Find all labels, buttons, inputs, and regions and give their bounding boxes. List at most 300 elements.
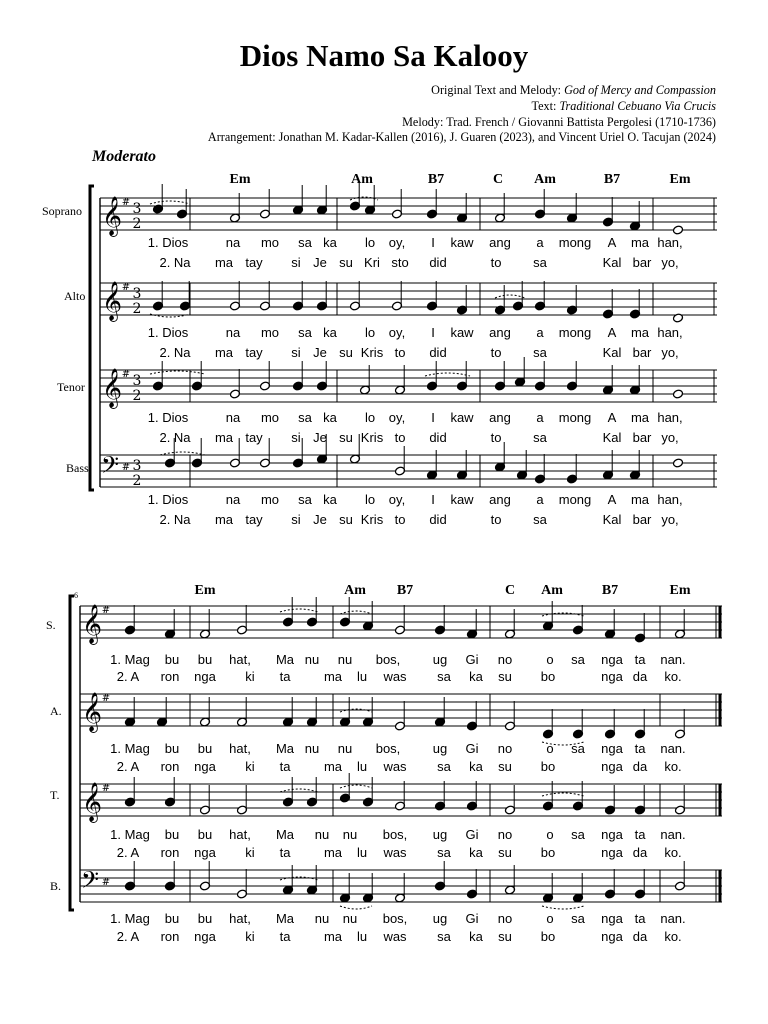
lyric-syllable: na <box>225 492 241 507</box>
lyric-syllable: hat, <box>229 741 251 756</box>
lyric-syllable: bos, <box>382 827 408 842</box>
lyric-syllable: ko. <box>664 759 682 774</box>
lyric-syllable: ang <box>489 492 511 507</box>
key-signature-sharp: # <box>101 693 111 704</box>
lyric-syllable: ron <box>160 845 180 860</box>
lyric-syllable: no <box>497 827 513 842</box>
lyric-syllable: bar <box>632 255 652 270</box>
key-signature-sharp: # <box>101 605 111 616</box>
song-title: Dios Namo Sa Kalooy <box>239 38 529 73</box>
lyric-syllable: mong <box>558 492 592 507</box>
lyric-syllable: oy, <box>388 325 406 340</box>
lyric-syllable: bu <box>197 911 213 926</box>
lyric-syllable: sa <box>533 512 547 527</box>
lyric-syllable: 1. Mag <box>110 741 150 756</box>
chord-symbol: C <box>504 583 516 598</box>
slur <box>425 373 470 376</box>
time-signature-top: 3 <box>132 458 142 474</box>
time-signature-top: 3 <box>132 373 142 389</box>
lyric-syllable: ma <box>323 845 343 860</box>
lyric-syllable: nu <box>314 911 330 926</box>
lyric-syllable: nan. <box>660 741 686 756</box>
lyric-syllable: was <box>383 759 407 774</box>
lyric-syllable: nu <box>342 827 358 842</box>
lyric-syllable: ko. <box>664 929 682 944</box>
lyric-syllable: lo <box>364 410 376 425</box>
lyric-syllable: ki <box>245 845 255 860</box>
system-brace <box>70 596 74 910</box>
lyric-syllable: bo <box>540 759 556 774</box>
lyric-syllable: 1. Mag <box>110 652 150 667</box>
lyric-syllable: mo <box>260 410 280 425</box>
lyric-syllable: bos, <box>382 911 408 926</box>
chord-symbol: Em <box>229 172 251 187</box>
lyric-syllable: hat, <box>229 911 251 926</box>
chord-symbol: B7 <box>603 172 621 187</box>
chord-symbol: B7 <box>427 172 445 187</box>
lyric-syllable: ka <box>469 669 483 684</box>
lyric-syllable: to <box>394 345 406 360</box>
lyric-syllable: ma <box>214 345 234 360</box>
chord-symbol: Em <box>669 172 691 187</box>
lyric-syllable: o <box>546 652 554 667</box>
slur <box>150 201 190 204</box>
lyric-syllable: ang <box>489 410 511 425</box>
slur <box>542 742 584 745</box>
lyric-syllable: ron <box>160 929 180 944</box>
chord-symbol: Am <box>344 583 366 598</box>
lyric-syllable: to <box>490 345 502 360</box>
lyric-syllable: tay <box>245 255 263 270</box>
credit-text-label: Text: <box>531 99 557 113</box>
lyric-syllable: su <box>498 669 512 684</box>
lyric-syllable: si <box>291 345 301 360</box>
measure-number: 6 <box>74 591 78 600</box>
lyric-syllable: ma <box>214 430 234 445</box>
lyric-syllable: oy, <box>388 235 406 250</box>
credit-melody: Melody: Trad. French / Giovanni Battista Pergolesi (1710-1736) <box>402 115 716 129</box>
lyric-syllable: bu <box>197 741 213 756</box>
lyric-syllable: A <box>607 235 617 250</box>
lyric-syllable: ta <box>279 929 291 944</box>
lyric-syllable: mong <box>558 325 592 340</box>
lyric-syllable: ta <box>279 669 291 684</box>
lyric-syllable: si <box>291 255 301 270</box>
lyric-syllable: da <box>632 759 648 774</box>
part-name-alto: Alto <box>64 289 86 303</box>
key-signature-sharp: # <box>121 369 131 380</box>
treble-clef-icon: 𝄞 <box>101 368 123 408</box>
lyric-syllable: nga <box>194 669 216 684</box>
lyric-syllable: no <box>497 652 513 667</box>
time-signature-bottom: 2 <box>132 388 142 404</box>
lyric-syllable: sa <box>571 911 585 926</box>
time-signature-top: 3 <box>132 201 142 217</box>
lyric-syllable: ma <box>630 410 650 425</box>
lyric-syllable: ta <box>634 741 646 756</box>
lyric-syllable: Gi <box>465 741 479 756</box>
lyric-syllable: bar <box>632 512 652 527</box>
lyric-syllable: to <box>394 430 406 445</box>
lyric-syllable: ta <box>634 827 646 842</box>
lyric-syllable: no <box>497 911 513 926</box>
lyric-syllable: ma <box>630 235 650 250</box>
lyric-syllable: su <box>498 759 512 774</box>
lyric-syllable: sto <box>391 255 409 270</box>
lyric-syllable: 1. Mag <box>110 827 150 842</box>
lyric-syllable: nga <box>194 929 216 944</box>
lyric-syllable: no <box>497 741 513 756</box>
lyric-syllable: 1. Dios <box>147 235 189 250</box>
slur <box>340 906 372 909</box>
lyric-syllable: na <box>225 410 241 425</box>
lyric-syllable: to <box>490 512 502 527</box>
lyric-syllable: ta <box>634 652 646 667</box>
lyric-syllable: ko. <box>664 845 682 860</box>
lyric-syllable: nga <box>601 759 623 774</box>
key-signature-sharp: # <box>121 197 131 208</box>
lyric-syllable: did <box>429 430 447 445</box>
system-brace <box>90 186 94 490</box>
lyric-syllable: lu <box>356 929 368 944</box>
lyric-syllable: sa <box>533 255 547 270</box>
lyric-syllable: sa <box>437 669 451 684</box>
lyric-syllable: 1. Mag <box>110 911 150 926</box>
chord-symbol: C <box>492 172 504 187</box>
time-signature-top: 3 <box>132 286 142 302</box>
lyric-syllable: lo <box>364 492 376 507</box>
lyric-syllable: ka <box>323 325 337 340</box>
lyric-syllable: nan. <box>660 911 686 926</box>
key-signature-sharp: # <box>121 282 131 293</box>
slur <box>542 906 584 909</box>
lyric-syllable: ma <box>214 255 234 270</box>
lyric-syllable: nga <box>194 845 216 860</box>
part-name-bass-short: B. <box>50 879 62 893</box>
credit-original-value: God of Mercy and Compassion <box>564 83 716 97</box>
lyric-syllable: mo <box>260 235 280 250</box>
lyric-syllable: A <box>607 325 617 340</box>
lyric-syllable: ka <box>469 759 483 774</box>
lyric-syllable: ma <box>214 512 234 527</box>
lyric-syllable: nu <box>337 652 353 667</box>
treble-clef-icon: 𝄞 <box>101 196 123 236</box>
lyric-syllable: ka <box>323 410 337 425</box>
lyric-syllable: 2. A <box>116 759 140 774</box>
lyric-syllable: sa <box>437 845 451 860</box>
lyric-syllable: bo <box>540 669 556 684</box>
lyric-syllable: mo <box>260 325 280 340</box>
slur <box>150 371 205 374</box>
notehead <box>672 225 683 235</box>
lyric-syllable: su <box>339 512 353 527</box>
lyric-syllable: Ma <box>275 652 295 667</box>
lyric-syllable: si <box>291 512 301 527</box>
notehead <box>672 458 683 468</box>
lyric-syllable: 1. Dios <box>147 325 189 340</box>
bass-clef-icon: 𝄢 <box>80 866 100 899</box>
lyric-syllable: 2. A <box>116 929 140 944</box>
lyric-syllable: lo <box>364 325 376 340</box>
lyric-syllable: ka <box>323 235 337 250</box>
lyric-syllable: 2. Na <box>159 255 191 270</box>
lyric-syllable: nga <box>601 669 623 684</box>
treble-clef-icon: 𝄞 <box>81 782 103 822</box>
lyric-syllable: ka <box>323 492 337 507</box>
lyric-syllable: ma <box>323 929 343 944</box>
lyric-syllable: ug <box>432 652 448 667</box>
lyric-syllable: a <box>536 492 544 507</box>
chord-symbol: B7 <box>396 583 414 598</box>
lyric-syllable: nu <box>304 652 320 667</box>
slur <box>542 793 584 796</box>
lyric-syllable: bu <box>164 741 180 756</box>
part-name-bass: Bass <box>66 461 89 475</box>
lyric-syllable: ta <box>279 759 291 774</box>
lyric-syllable: to <box>490 255 502 270</box>
time-signature-bottom: 2 <box>132 301 142 317</box>
chord-symbol: Am <box>541 583 563 598</box>
lyric-syllable: Ma <box>275 911 295 926</box>
lyric-syllable: ug <box>432 827 448 842</box>
lyric-syllable: I <box>431 410 435 425</box>
lyric-syllable: I <box>431 492 435 507</box>
lyric-syllable: tay <box>245 345 263 360</box>
lyric-syllable: lu <box>356 759 368 774</box>
lyric-syllable: sa <box>533 430 547 445</box>
lyric-syllable: Kris <box>360 512 384 527</box>
lyric-syllable: hat, <box>229 652 251 667</box>
lyric-syllable: a <box>536 325 544 340</box>
lyric-syllable: to <box>394 512 406 527</box>
lyric-syllable: oy, <box>388 492 406 507</box>
lyric-syllable: sa <box>298 325 312 340</box>
chord-symbol: Am <box>534 172 556 187</box>
lyric-syllable: tay <box>245 512 263 527</box>
lyric-syllable: 1. Dios <box>147 410 189 425</box>
lyric-syllable: ma <box>323 759 343 774</box>
lyric-syllable: bu <box>164 911 180 926</box>
part-name-tenor: Tenor <box>57 380 85 394</box>
lyric-syllable: han, <box>657 325 683 340</box>
lyric-syllable: mo <box>260 492 280 507</box>
lyric-syllable: lu <box>356 669 368 684</box>
lyric-syllable: ma <box>323 669 343 684</box>
treble-clef-icon: 𝄞 <box>101 281 123 321</box>
lyric-syllable: bu <box>164 652 180 667</box>
lyric-syllable: hat, <box>229 827 251 842</box>
credit-original-label: Original Text and Melody: <box>431 83 562 97</box>
lyric-syllable: han, <box>657 235 683 250</box>
lyric-syllable: Gi <box>465 652 479 667</box>
lyric-syllable: Kris <box>360 430 384 445</box>
lyric-syllable: sa <box>571 652 585 667</box>
lyric-syllable: si <box>291 430 301 445</box>
lyric-syllable: kaw <box>450 492 474 507</box>
lyric-syllable: na <box>225 235 241 250</box>
lyric-syllable: yo, <box>661 255 679 270</box>
lyric-syllable: ang <box>489 325 511 340</box>
lyric-syllable: bo <box>540 845 556 860</box>
lyric-syllable: nga <box>194 759 216 774</box>
lyric-syllable: ma <box>630 492 650 507</box>
lyric-syllable: bos, <box>375 652 401 667</box>
lyric-syllable: o <box>546 741 554 756</box>
lyric-syllable: ka <box>469 845 483 860</box>
lyric-syllable: A <box>607 410 617 425</box>
lyric-syllable: nu <box>314 827 330 842</box>
credit-text-value: Traditional Cebuano Via Crucis <box>559 99 716 113</box>
lyric-syllable: ki <box>245 929 255 944</box>
lyric-syllable: nga <box>601 827 623 842</box>
lyric-syllable: nan. <box>660 652 686 667</box>
lyric-syllable: tay <box>245 430 263 445</box>
chord-symbol: Em <box>669 583 691 598</box>
part-name-alto-short: A. <box>50 704 62 718</box>
lyric-syllable: ma <box>630 325 650 340</box>
lyric-syllable: mong <box>558 410 592 425</box>
lyric-syllable: I <box>431 235 435 250</box>
lyric-syllable: Kal <box>602 345 622 360</box>
lyric-syllable: ug <box>432 911 448 926</box>
chord-symbol: B7 <box>601 583 619 598</box>
lyric-syllable: bo <box>540 929 556 944</box>
lyric-syllable: nu <box>337 741 353 756</box>
lyric-syllable: ki <box>245 669 255 684</box>
lyric-syllable: was <box>383 845 407 860</box>
lyric-syllable: bar <box>632 345 652 360</box>
slur <box>340 785 372 788</box>
lyric-syllable: ki <box>245 759 255 774</box>
lyric-syllable: was <box>383 929 407 944</box>
lyric-syllable: nga <box>601 845 623 860</box>
lyric-syllable: su <box>498 845 512 860</box>
lyric-syllable: 2. Na <box>159 512 191 527</box>
time-signature-bottom: 2 <box>132 216 142 232</box>
lyric-syllable: 1. Dios <box>147 492 189 507</box>
lyric-syllable: na <box>225 325 241 340</box>
lyric-syllable: han, <box>657 492 683 507</box>
bass-clef-icon: 𝄢 <box>100 451 120 484</box>
lyric-syllable: Kris <box>360 345 384 360</box>
lyric-syllable: I <box>431 325 435 340</box>
lyric-syllable: kaw <box>450 325 474 340</box>
lyric-syllable: a <box>536 410 544 425</box>
lyric-syllable: mong <box>558 235 592 250</box>
lyric-syllable: ron <box>160 669 180 684</box>
lyric-syllable: ron <box>160 759 180 774</box>
lyric-syllable: sa <box>437 759 451 774</box>
tempo-marking: Moderato <box>92 148 156 165</box>
part-name-soprano-short: S. <box>46 618 56 632</box>
lyric-syllable: nu <box>304 741 320 756</box>
key-signature-sharp: # <box>101 877 111 888</box>
lyric-syllable: Ma <box>275 741 295 756</box>
treble-clef-icon: 𝄞 <box>81 692 103 732</box>
lyric-syllable: yo, <box>661 430 679 445</box>
lyric-syllable: sa <box>298 410 312 425</box>
lyric-syllable: bu <box>164 827 180 842</box>
lyric-syllable: ug <box>432 741 448 756</box>
lyric-syllable: Gi <box>465 911 479 926</box>
lyric-syllable: sa <box>533 345 547 360</box>
lyric-syllable: han, <box>657 410 683 425</box>
lyric-syllable: 2. Na <box>159 345 191 360</box>
lyric-syllable: nga <box>601 741 623 756</box>
lyric-syllable: o <box>546 827 554 842</box>
credit-arrangement: Arrangement: Jonathan M. Kadar-Kallen (2016), J. Guaren (2023), and Vincent Uriel O. Tacujan (2024) <box>207 130 716 144</box>
lyric-syllable: bu <box>197 652 213 667</box>
lyric-syllable: nga <box>601 652 623 667</box>
lyric-syllable: 2. A <box>116 845 140 860</box>
notehead <box>672 389 683 399</box>
time-signature-bottom: 2 <box>132 473 142 489</box>
lyric-syllable: ta <box>634 911 646 926</box>
lyric-syllable: nga <box>601 929 623 944</box>
lyric-syllable: su <box>498 929 512 944</box>
lyric-syllable: a <box>536 235 544 250</box>
lyric-syllable: Je <box>313 430 327 445</box>
lyric-syllable: da <box>632 845 648 860</box>
lyric-syllable: lu <box>356 845 368 860</box>
lyric-syllable: Kal <box>602 255 622 270</box>
lyric-syllable: did <box>429 512 447 527</box>
lyric-syllable: Je <box>313 512 327 527</box>
lyric-syllable: bu <box>197 827 213 842</box>
lyric-syllable: yo, <box>661 512 679 527</box>
key-signature-sharp: # <box>101 783 111 794</box>
lyric-syllable: ko. <box>664 669 682 684</box>
lyric-syllable: kaw <box>450 235 474 250</box>
lyric-syllable: was <box>383 669 407 684</box>
lyric-syllable: o <box>546 911 554 926</box>
chord-symbol: Am <box>351 172 373 187</box>
key-signature-sharp: # <box>121 462 131 473</box>
lyric-syllable: Ma <box>275 827 295 842</box>
lyric-syllable: ka <box>469 929 483 944</box>
lyric-syllable: Kal <box>602 512 622 527</box>
lyric-syllable: su <box>339 430 353 445</box>
lyric-syllable: bar <box>632 430 652 445</box>
chord-symbol: Em <box>194 583 216 598</box>
lyric-syllable: yo, <box>661 345 679 360</box>
lyric-syllable: Kal <box>602 430 622 445</box>
lyric-syllable: su <box>339 255 353 270</box>
lyric-syllable: da <box>632 929 648 944</box>
lyric-syllable: lo <box>364 235 376 250</box>
lyric-syllable: nan. <box>660 827 686 842</box>
lyric-syllable: da <box>632 669 648 684</box>
lyric-syllable: sa <box>298 492 312 507</box>
lyric-syllable: ta <box>279 845 291 860</box>
lyric-syllable: sa <box>298 235 312 250</box>
lyric-syllable: Kri <box>364 255 380 270</box>
lyric-syllable: Je <box>313 255 327 270</box>
part-name-tenor-short: T. <box>50 788 60 802</box>
lyric-syllable: 2. A <box>116 669 140 684</box>
lyric-syllable: sa <box>571 741 585 756</box>
lyric-syllable: 2. Na <box>159 430 191 445</box>
part-name-soprano: Soprano <box>42 204 82 218</box>
lyric-syllable: oy, <box>388 410 406 425</box>
lyric-syllable: sa <box>571 827 585 842</box>
lyric-syllable: did <box>429 345 447 360</box>
treble-clef-icon: 𝄞 <box>81 604 103 644</box>
lyric-syllable: A <box>607 492 617 507</box>
lyric-syllable: sa <box>437 929 451 944</box>
lyric-syllable: kaw <box>450 410 474 425</box>
lyric-syllable: nga <box>601 911 623 926</box>
